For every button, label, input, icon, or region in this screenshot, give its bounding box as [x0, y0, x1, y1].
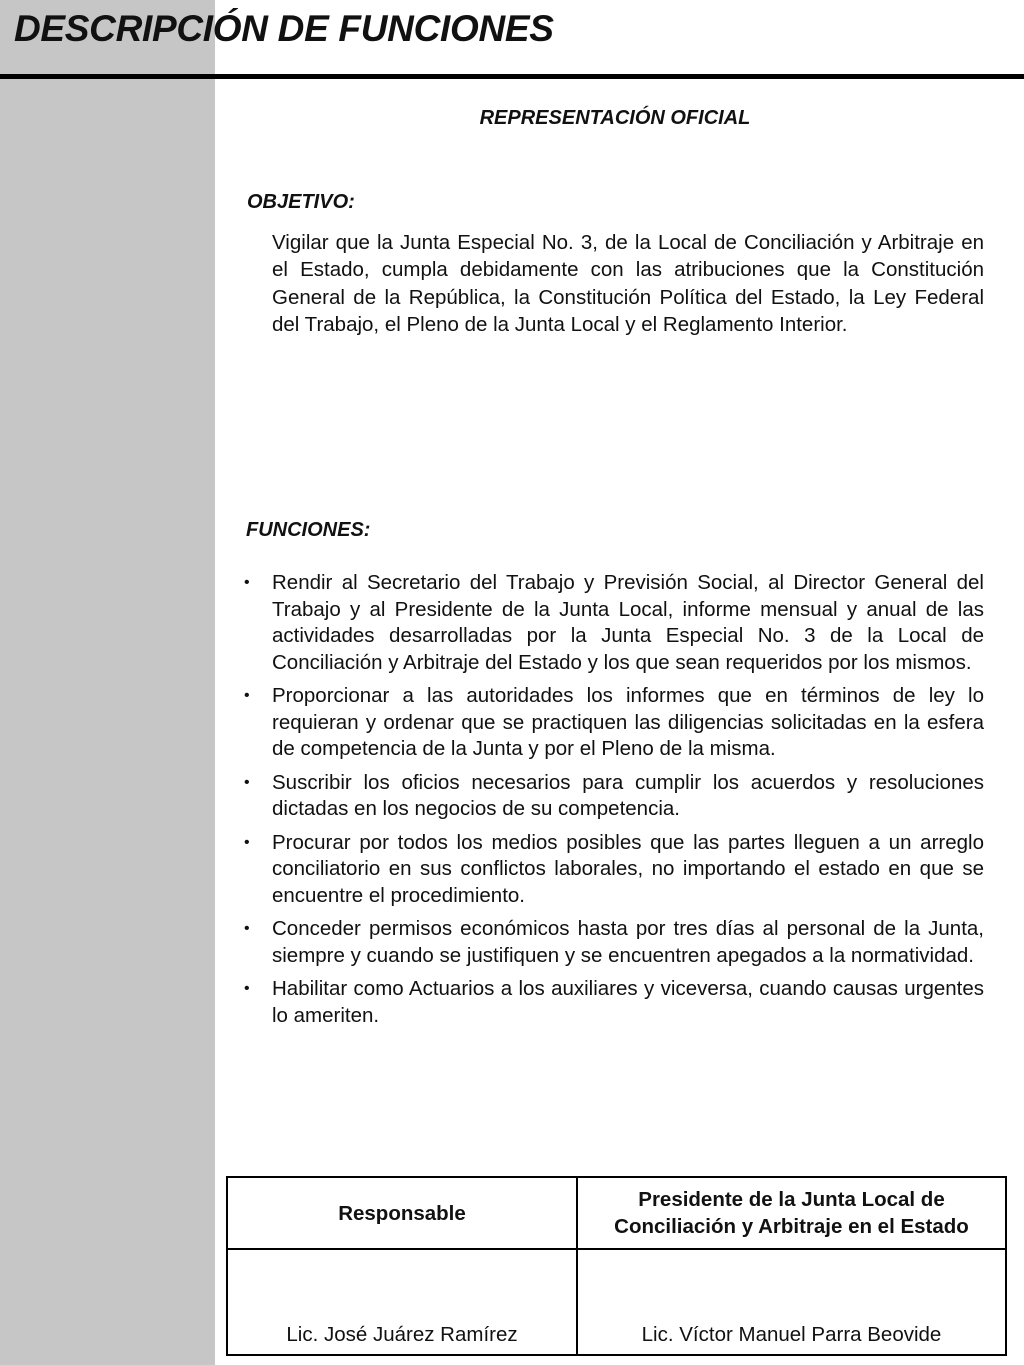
signature-table	[226, 1176, 1007, 1356]
responsible-header: Responsable	[227, 1177, 577, 1249]
function-item-text: Proporcionar a las autoridades los informes que en términos de ley lo requieran y ordenar que se practiquen las diligencias solicitadas en la esfera de competencia de la Junta y por el Pleno de la misma.	[272, 684, 984, 760]
function-item	[244, 976, 984, 1029]
left-gray-panel	[0, 0, 215, 1365]
function-item	[244, 770, 984, 823]
function-item	[244, 683, 984, 763]
title-divider	[0, 74, 1024, 79]
objective-text: Vigilar que la Junta Especial No. 3, de la Local de Conciliación y Arbitraje en el Estado, cumpla debidamente con las atribuciones que la Constitución General de la República, la Constitución Política del Estado, la Ley Federal del Trabajo, el Pleno de la Junta Local y el Reglamento Interior.	[272, 231, 984, 337]
bullet-icon: •	[244, 833, 250, 851]
functions-list	[244, 570, 984, 1036]
president-name: Lic. Víctor Manuel Parra Beovide	[577, 1249, 1006, 1355]
bullet-icon: •	[244, 773, 250, 791]
page-title: DESCRIPCIÓN DE FUNCIONES	[14, 8, 554, 49]
functions-heading: FUNCIONES:	[246, 519, 371, 541]
president-header: Presidente de la Junta Local de Conciliación y Arbitraje en el Estado	[577, 1177, 1006, 1249]
function-item	[244, 916, 984, 969]
function-item-text: Habilitar como Actuarios a los auxiliares y viceversa, cuando causas urgentes lo ameriten.	[272, 977, 984, 1027]
bullet-icon: •	[244, 687, 250, 704]
section-title: REPRESENTACIÓN OFICIAL	[479, 107, 751, 129]
objective-heading: OBJETIVO:	[247, 191, 355, 213]
function-item-text: Suscribir los oficios necesarios para cumplir los acuerdos y resoluciones dictadas en los negocios de su competencia.	[272, 770, 984, 820]
bullet-icon: •	[244, 980, 250, 997]
signature-table-names-row	[227, 1249, 1006, 1355]
signature-table-header-row	[227, 1177, 1006, 1249]
bullet-icon: •	[244, 920, 250, 937]
function-item-text: Conceder permisos económicos hasta por tres días al personal de la Junta, siempre y cuando se justifiquen y se encuentren apegados a la normatividad.	[272, 917, 984, 967]
function-item	[244, 570, 984, 676]
function-item	[244, 830, 984, 910]
bullet-icon: •	[244, 574, 250, 591]
function-item-text: Procurar por todos los medios posibles que las partes lleguen a un arreglo conciliatorio en sus conflictos laborales, no importando el estado en que se encuentre el procedimiento.	[272, 830, 984, 907]
function-item-text: Rendir al Secretario del Trabajo y Previsión Social, al Director General del Trabajo y al Presidente de la Junta Local, informe mensual y anual de las actividades desarrolladas por la Junta Especial No. 3 de la Local de Conciliación y Arbitraje del Estado y los que sean requeridos por los mismos.	[272, 571, 984, 674]
responsible-name: Lic. José Juárez Ramírez	[227, 1249, 577, 1355]
